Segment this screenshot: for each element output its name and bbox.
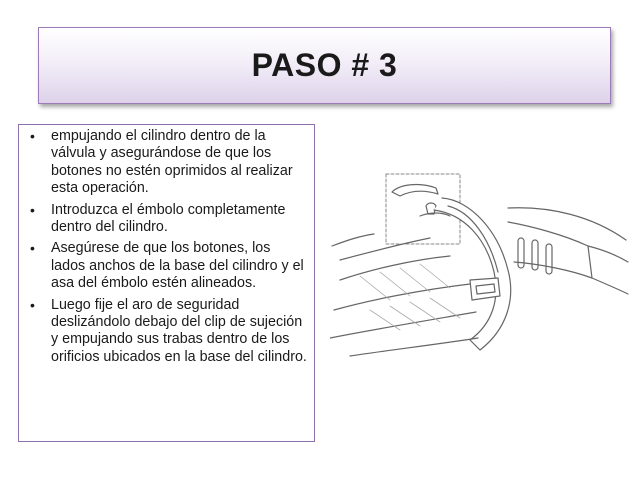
bullet-text: empujando el cilindro dentro de la válvula y asegurándose de que los botones no estén oprimidos al realizar esta operación.: [51, 128, 293, 197]
cylinder-valve-illustration: [330, 160, 630, 390]
content-box: [18, 124, 315, 442]
bullet-dot-icon: •: [30, 296, 35, 313]
bullet-list: [27, 128, 308, 366]
bullet-item: [27, 240, 308, 292]
bullet-item: [27, 202, 308, 237]
slide-title: PASO # 3: [251, 47, 398, 83]
bullet-dot-icon: •: [30, 240, 35, 257]
bullet-item: [27, 128, 308, 198]
button-slot: [508, 222, 592, 278]
bullet-text: Introduzca el émbolo completamente dentro del cilindro.: [51, 201, 286, 236]
bullet-item: [27, 297, 308, 367]
cylinder-body: [340, 256, 450, 280]
bullet-dot-icon: •: [30, 201, 35, 218]
title-box: [38, 27, 611, 104]
bullet-dot-icon: •: [30, 128, 35, 144]
bullet-text: Asegúrese de que los botones, los lados anchos de la base del cilindro y el asa del émbolo estén alineados.: [51, 240, 304, 292]
clip-icon: [392, 185, 438, 196]
bullet-text: Luego fije el aro de seguridad deslizándolo debajo del clip de sujeción y empujando sus trabas dentro de los orificios ubicados en la base del cilindro.: [51, 296, 307, 365]
buckle-icon: [470, 278, 500, 300]
